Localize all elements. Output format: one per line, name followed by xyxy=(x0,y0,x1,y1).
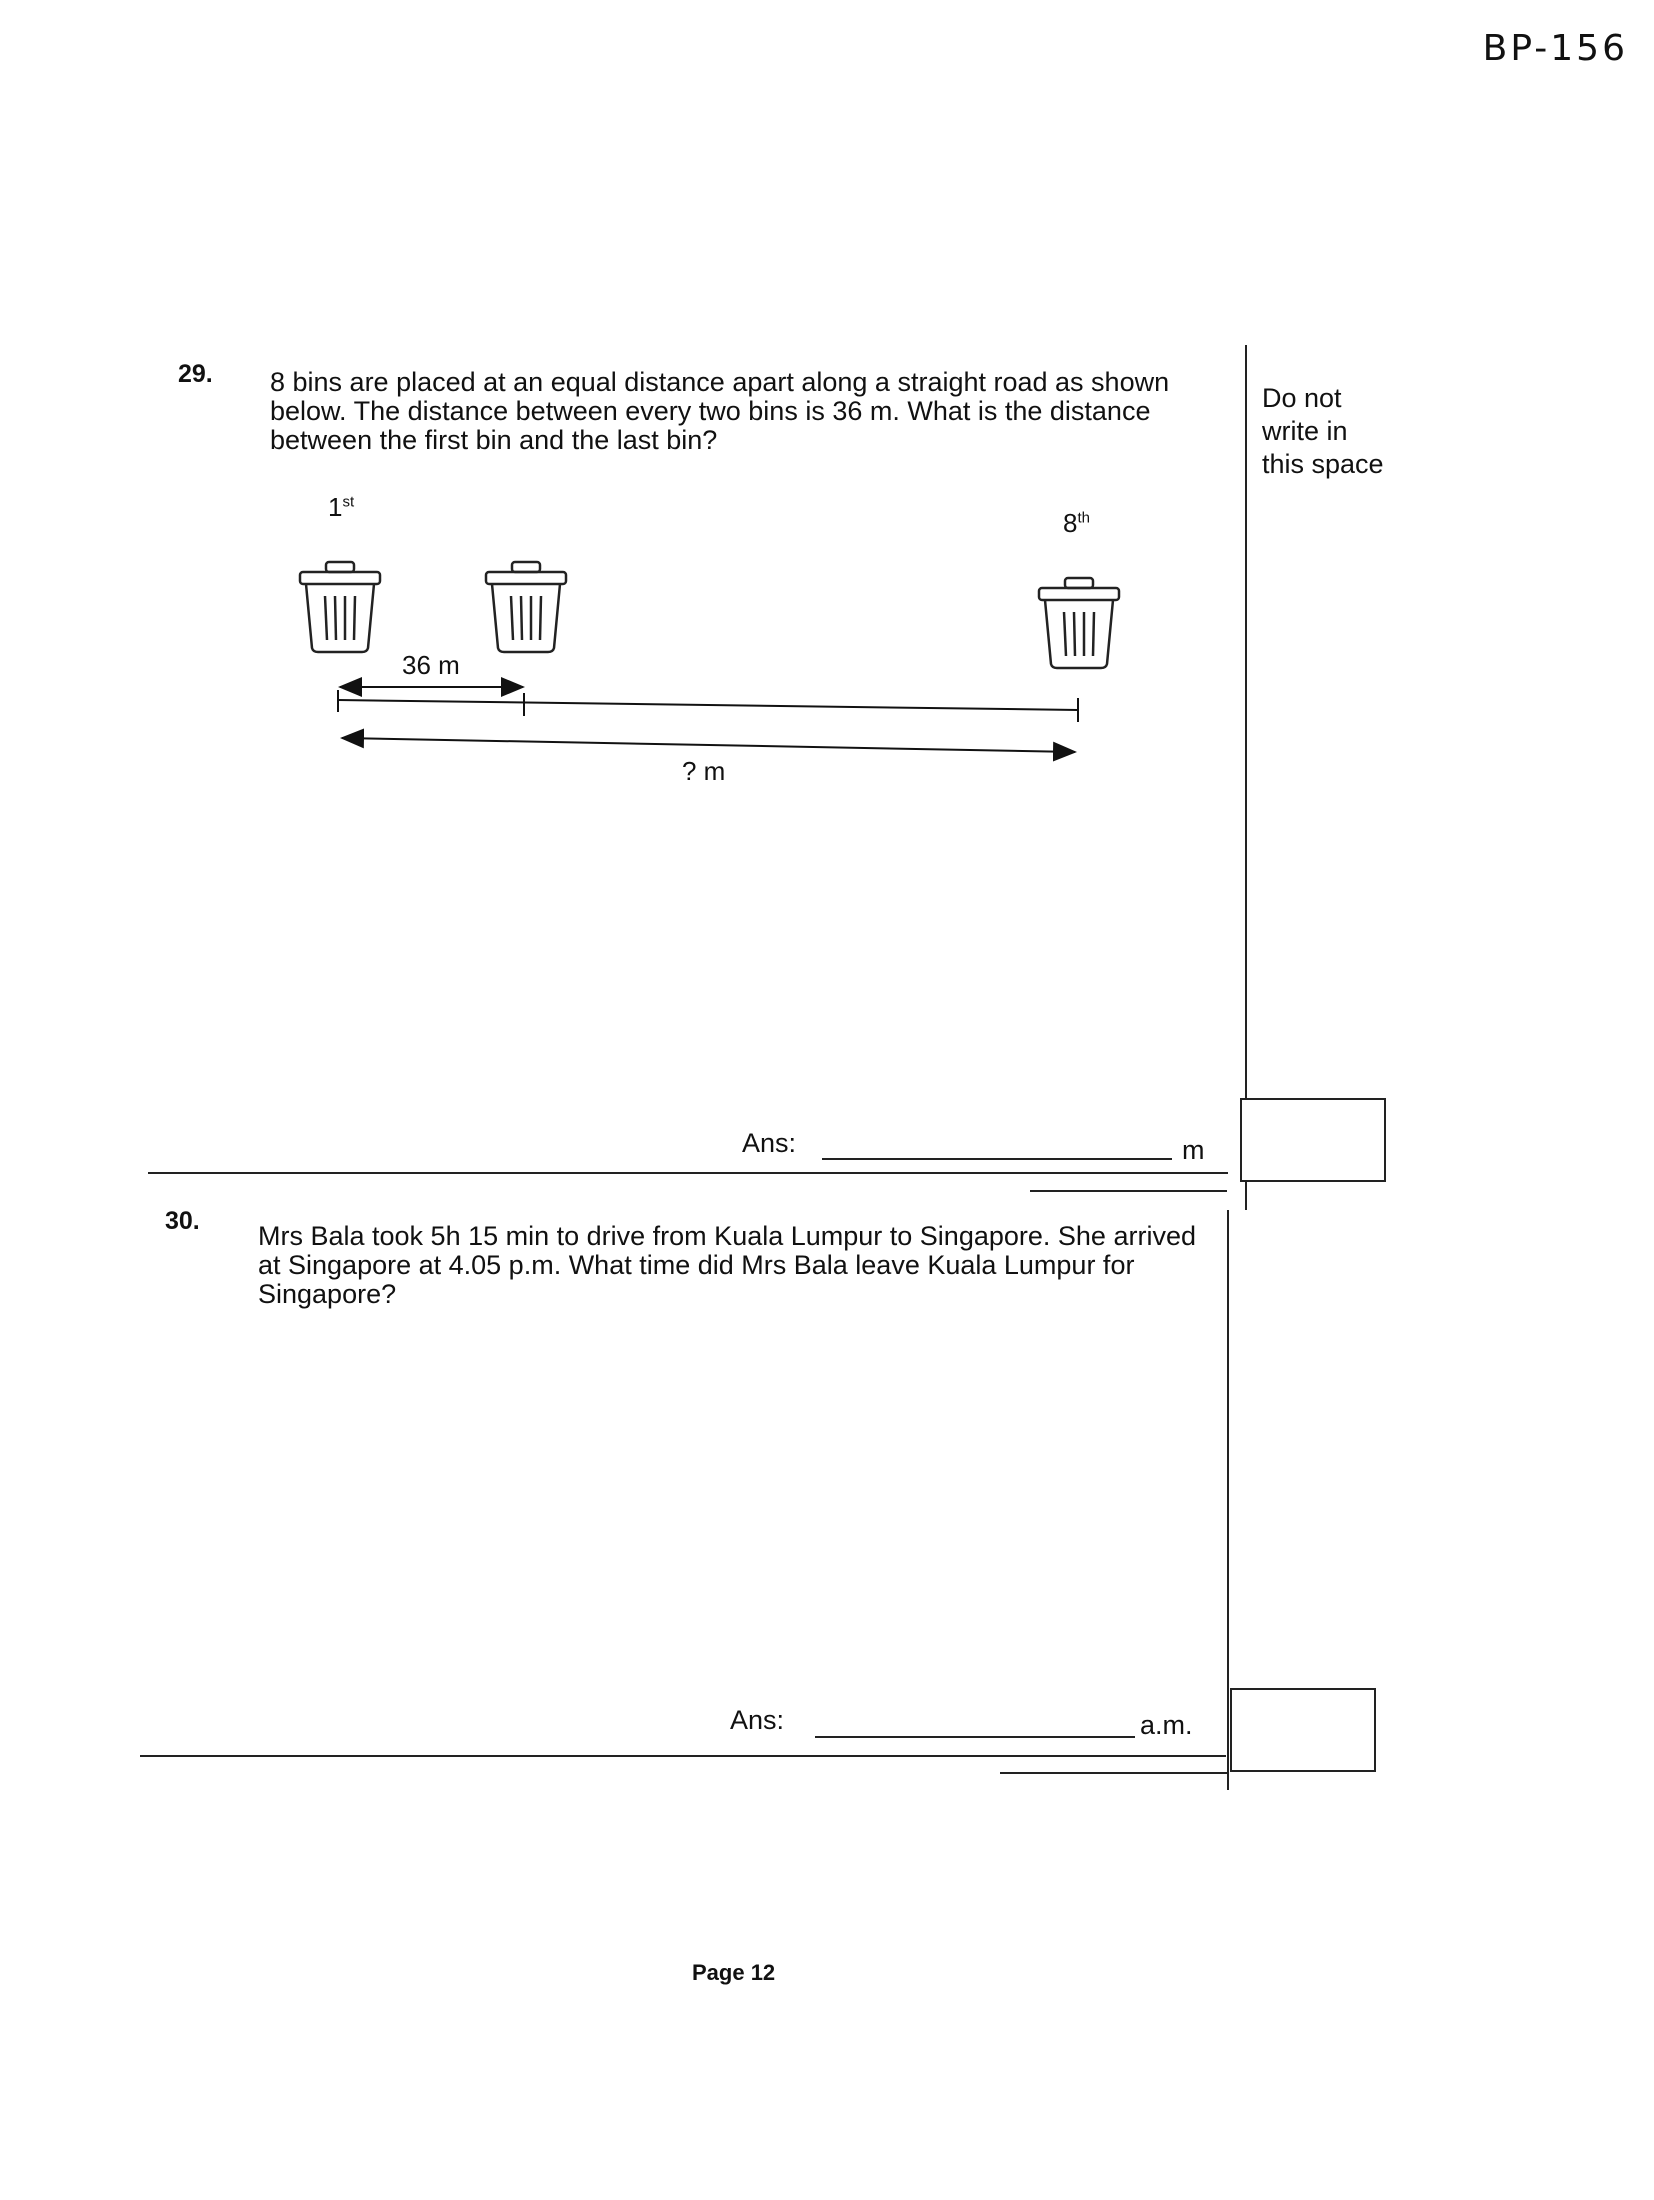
last-bin-label: 8th xyxy=(1063,508,1090,538)
q30-answer-unit: a.m. xyxy=(1140,1710,1193,1740)
q29-number: 29. xyxy=(178,360,213,388)
bin-icon-first xyxy=(300,562,380,652)
q29-answer-field[interactable] xyxy=(822,1158,1172,1160)
q29-text: 8 bins are placed at an equal distance apart along a straight road as shown below. The distance between every two bins is 36 m. What is the distance between the first bin and the last bin? xyxy=(270,367,1170,455)
q30-text: Mrs Bala took 5h 15 min to drive from Kuala Lumpur to Singapore. She arrived at Singapore at 4.05 p.m. What time did Mrs Bala leave Kuala Lumpur for Singapore? xyxy=(258,1221,1196,1309)
q29-answer-unit: m xyxy=(1182,1135,1205,1165)
do-not-write-note xyxy=(1262,382,1384,481)
first-bin-label: 1st xyxy=(328,492,355,522)
bottom-separator-extension xyxy=(1000,1772,1227,1774)
question-separator xyxy=(148,1172,1228,1174)
bin-icon-eighth xyxy=(1039,578,1119,668)
side-note-line1: Do not xyxy=(1262,383,1342,413)
margin-rule-upper xyxy=(1245,345,1247,1210)
side-note-line2: write in xyxy=(1262,416,1348,446)
page-number: Page 12 xyxy=(692,1960,776,1985)
gap-label: 36 m xyxy=(402,650,460,680)
side-note-line3: this space xyxy=(1262,449,1384,479)
q30-score-box xyxy=(1230,1688,1376,1772)
q30-number: 30. xyxy=(165,1207,200,1235)
separator-extension xyxy=(1030,1190,1227,1192)
q29-score-box xyxy=(1240,1098,1386,1182)
margin-rule-lower xyxy=(1227,1210,1229,1790)
bottom-separator xyxy=(140,1755,1226,1757)
bin-icon-second xyxy=(486,562,566,652)
total-arrow xyxy=(342,738,1075,752)
q30-answer-field[interactable] xyxy=(815,1736,1135,1738)
q29-answer-label: Ans: xyxy=(742,1128,797,1158)
q30-answer-label: Ans: xyxy=(730,1705,785,1735)
document-code: BP-156 xyxy=(1482,28,1628,69)
total-distance-label: ? m xyxy=(682,756,726,786)
road-line xyxy=(338,700,1078,710)
